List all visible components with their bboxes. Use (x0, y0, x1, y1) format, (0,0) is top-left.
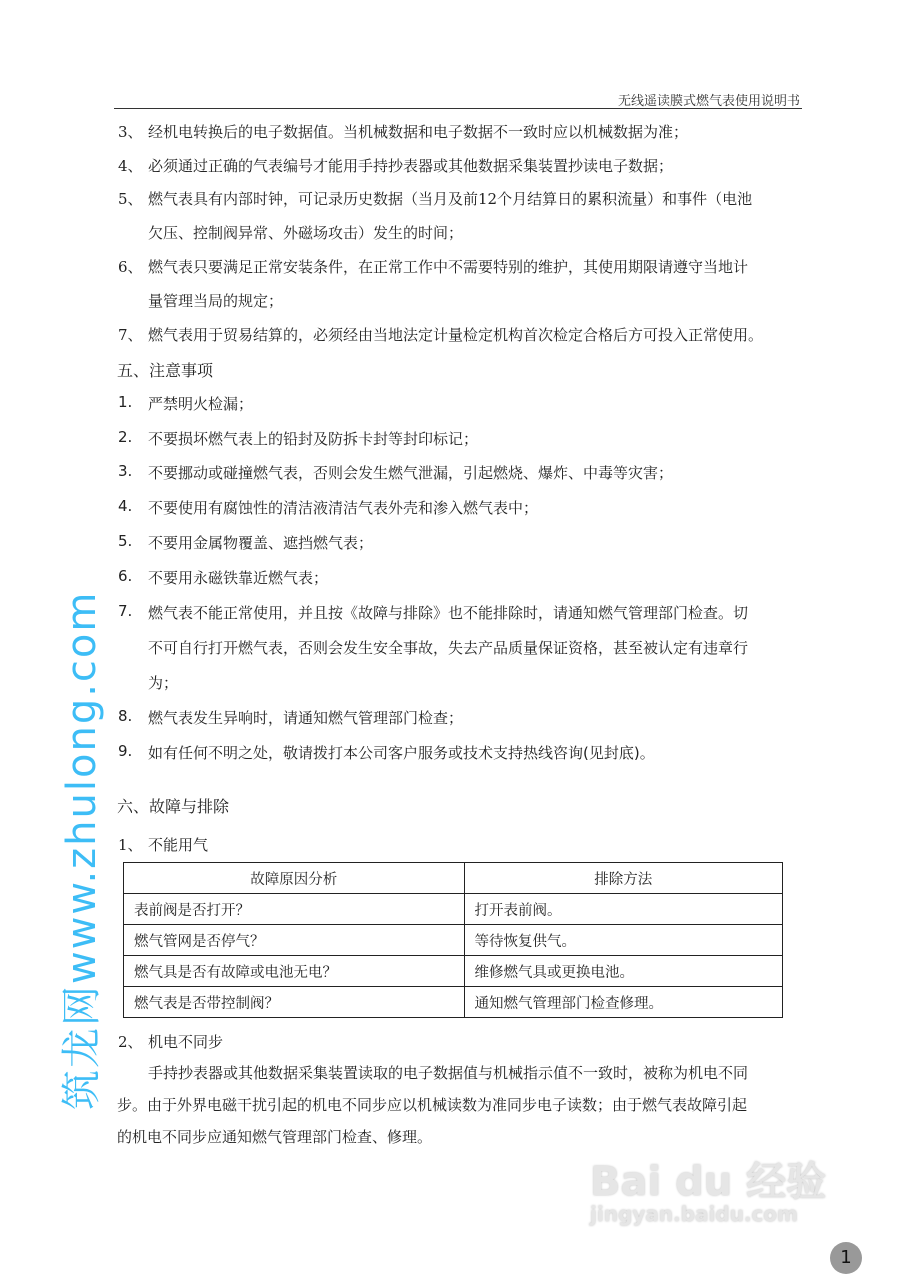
paragraph-line: 的机电不同步应通知燃气管理部门检查、修理。 (117, 1128, 433, 1146)
paragraph-line: 步。由于外界电磁干扰引起的机电不同步应以机械读数为准同步电子读数；由于燃气表故障引起 (117, 1096, 748, 1114)
table-header-row (124, 863, 783, 894)
list-item-number: 7、 (118, 326, 143, 344)
list-item-number: 5、 (118, 190, 143, 208)
list-item-text: 必须通过正确的气表编号才能用手持抄表器或其他数据采集装置抄读电子数据； (148, 157, 674, 175)
list-item-text: 不要使用有腐蚀性的清洁液清洁气表外壳和渗入燃气表中； (148, 499, 539, 517)
list-item-text: 如有任何不明之处，敬请拨打本公司客户服务或技术支持热线咨询(见封底)。 (148, 744, 655, 762)
section-heading: 六、故障与排除 (117, 797, 230, 816)
table-cell: 等待恢复供气。 (464, 925, 782, 956)
list-item-text: 为； (148, 674, 179, 692)
list-item-text: 严禁明火检漏； (148, 395, 254, 413)
list-item-text: 经机电转换后的电子数据值。当机械数据和电子数据不一致时应以机械数据为准； (148, 123, 689, 141)
list-item-number: 6. (118, 567, 133, 585)
list-item-number: 1. (118, 393, 133, 411)
list-item-number: 4. (118, 497, 133, 515)
subsection-title: 机电不同步 (148, 1033, 224, 1051)
watermark: 筑龙网www.zhulong.com (59, 590, 105, 1110)
page-number: 1 (830, 1242, 862, 1274)
list-item-text: 燃气表具有内部时钟，可记录历史数据（当月及前12个月结算日的累积流量）和事件（电池 (148, 190, 753, 208)
list-item-text: 燃气表只要满足正常安装条件，在正常工作中不需要特别的维护，其使用期限请遵守当地计 (148, 258, 749, 276)
list-item-number: 3、 (118, 123, 143, 141)
section-heading: 五、注意事项 (117, 361, 214, 380)
table-cell: 打开表前阀。 (464, 894, 782, 925)
table-row (124, 987, 783, 1018)
list-item-text: 不要损坏燃气表上的铅封及防拆卡封等封印标记； (148, 430, 479, 448)
list-item-text: 不要用金属物覆盖、遮挡燃气表； (148, 534, 374, 552)
table-header: 故障原因分析 (124, 863, 465, 894)
table-row (124, 925, 783, 956)
list-item-text: 不要挪动或碰撞燃气表，否则会发生燃气泄漏，引起燃烧、爆炸、中毒等灾害； (148, 464, 674, 482)
subsection-number: 2、 (118, 1033, 143, 1051)
baidu-jingyan-logo (590, 1150, 827, 1226)
logo-brand: Bai du 经验 (590, 1159, 827, 1205)
paragraph-line: 手持抄表器或其他数据采集装置读取的电子数据值与机械指示值不一致时，被称为机电不同 (148, 1064, 749, 1082)
table-cell: 燃气表是否带控制阀？ (124, 987, 465, 1018)
table-cell: 通知燃气管理部门检查修理。 (464, 987, 782, 1018)
list-item-text: 不可自行打开燃气表，否则会发生安全事故，失去产品质量保证资格，甚至被认定有违章行 (148, 639, 749, 657)
table-cell: 燃气具是否有故障或电池无电？ (124, 956, 465, 987)
list-item-number: 6、 (118, 258, 143, 276)
logo-url: jingyan.baidu.com (590, 1202, 798, 1226)
list-item-number: 8. (118, 707, 133, 725)
table-cell: 表前阀是否打开？ (124, 894, 465, 925)
list-item-text: 不要用永磁铁靠近燃气表； (148, 569, 329, 587)
header-rule (114, 108, 802, 109)
list-item-number: 9. (118, 742, 133, 760)
list-item-number: 5. (118, 532, 133, 550)
list-item-number: 3. (118, 462, 133, 480)
list-item-number: 2. (118, 428, 133, 446)
table-cell: 维修燃气具或更换电池。 (464, 956, 782, 987)
subsection-title: 不能用气 (148, 836, 209, 854)
list-item-number: 7. (118, 602, 133, 620)
troubleshooting-table (123, 862, 783, 1018)
list-item-text: 量管理当局的规定； (148, 292, 284, 310)
list-item-text: 燃气表不能正常使用，并且按《故障与排除》也不能排除时，请通知燃气管理部门检查。切 (148, 604, 749, 622)
running-header: 无线遥读膜式燃气表使用说明书 (617, 94, 800, 109)
list-item-text: 欠压、控制阀异常、外磁场攻击）发生的时间； (148, 224, 464, 242)
list-item-number: 4、 (118, 157, 143, 175)
table-header: 排除方法 (464, 863, 782, 894)
list-item-text: 燃气表用于贸易结算的，必须经由当地法定计量检定机构首次检定合格后方可投入正常使用。 (148, 326, 764, 344)
table-row (124, 956, 783, 987)
list-item-text: 燃气表发生异响时，请通知燃气管理部门检查； (148, 709, 464, 727)
table-cell: 燃气管网是否停气？ (124, 925, 465, 956)
subsection-number: 1、 (118, 836, 143, 854)
table-row (124, 894, 783, 925)
